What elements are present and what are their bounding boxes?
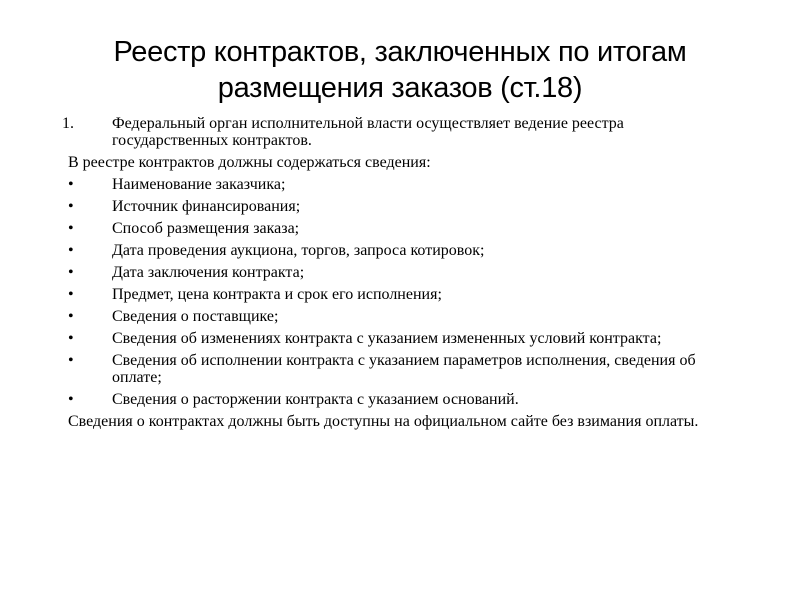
numbered-item: [60, 115, 740, 149]
bullet-icon: •: [68, 286, 74, 303]
bullet-item: [60, 198, 740, 215]
bullet-item: [60, 286, 740, 303]
bullet-icon: •: [68, 176, 74, 193]
bullet-item: [60, 242, 740, 259]
slide-title-line-1: Реестр контрактов, заключенных по итогам: [113, 36, 687, 68]
bullet-list: [60, 176, 740, 408]
slide-body: [60, 115, 740, 435]
slide-title-line-2: размещения заказов (ст.18): [217, 72, 583, 104]
bullet-item-text: Сведения о поставщике;: [112, 308, 279, 325]
bullet-item-text: Дата проведения аукциона, торгов, запроса котировок;: [112, 242, 485, 259]
bullet-item: [60, 352, 740, 386]
bullet-item: [60, 176, 740, 193]
slide-title: [60, 34, 740, 106]
bullet-icon: •: [68, 391, 74, 408]
bullet-icon: •: [68, 330, 74, 347]
bullet-icon: •: [68, 198, 74, 215]
bullet-item: [60, 264, 740, 281]
bullet-item-text: Сведения о расторжении контракта с указанием оснований.: [112, 391, 519, 408]
closing-text: Сведения о контрактах должны быть доступны на официальном сайте без взимания оплаты.: [68, 413, 699, 430]
numbered-item-text: Федеральный орган исполнительной власти осуществляет ведение реестра государственных контрактов.: [112, 115, 624, 149]
bullet-item-text: Наименование заказчика;: [112, 176, 286, 193]
bullet-item: [60, 391, 740, 408]
bullet-item-text: Источник финансирования;: [112, 198, 301, 215]
bullet-item: [60, 220, 740, 237]
bullet-icon: •: [68, 220, 74, 237]
bullet-item-text: Сведения об исполнении контракта с указанием параметров исполнения, сведения об оплате;: [112, 352, 696, 386]
bullet-item: [60, 308, 740, 325]
bullet-item: [60, 330, 740, 347]
bullet-item-text: Способ размещения заказа;: [112, 220, 300, 237]
intro-text: В реестре контрактов должны содержаться сведения:: [68, 154, 431, 171]
bullet-item-text: Сведения об изменениях контракта с указанием измененных условий контракта;: [112, 330, 662, 347]
bullet-icon: •: [68, 352, 74, 369]
bullet-icon: •: [68, 242, 74, 259]
bullet-icon: •: [68, 264, 74, 281]
numbered-item-marker: 1.: [62, 115, 74, 132]
bullet-item-text: Предмет, цена контракта и срок его исполнения;: [112, 286, 442, 303]
bullet-icon: •: [68, 308, 74, 325]
bullet-item-text: Дата заключения контракта;: [112, 264, 305, 281]
